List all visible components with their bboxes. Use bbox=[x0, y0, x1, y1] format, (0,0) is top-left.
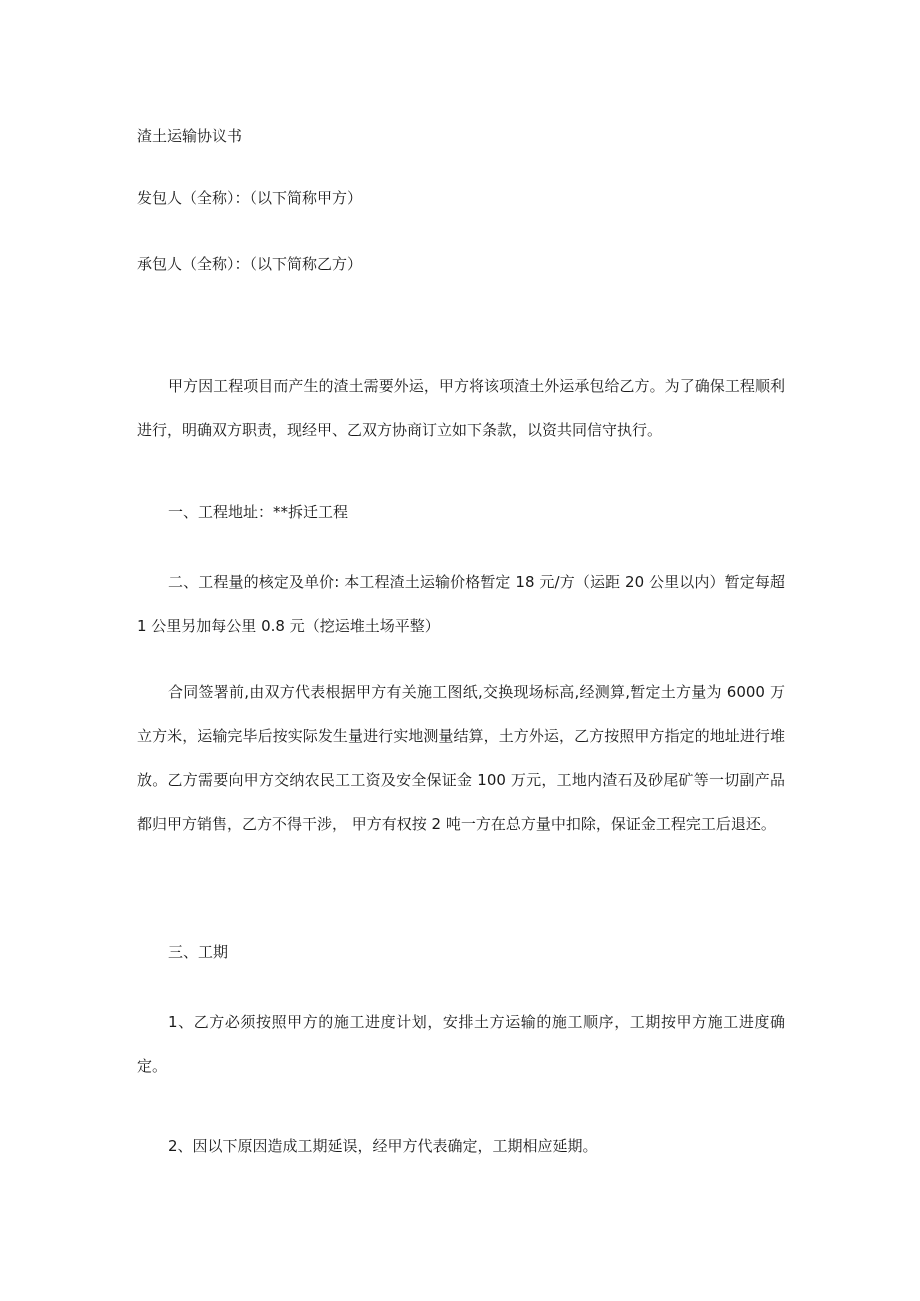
party-a-line: 发包人（全称）：（以下简称甲方） bbox=[137, 189, 363, 207]
section-2-paragraph: 二、工程量的核定及单价: 本工程渣土运输价格暂定 18 元/方（运距 20 公里以内）暂定每超 1 公里另加每公里 0.8 元（挖运堆土场平整） bbox=[137, 573, 785, 635]
contract-paragraph: 合同签署前,由双方代表根据甲方有关施工图纸,交换现场标高,经测算,暂定土方量为 6000 万立方米，运输完毕后按实际发生量进行实地测量结算，土方外运，乙方按照甲方指定的地址进行堆放。乙方需要向甲方交纳农民工工资及安全保证金 100 万元，工地内渣石及砂尾矿等一切副产品都归甲方销售，乙方不得干涉， 甲方有权按 2 吨一方在总方量中扣除，保证金工程完工后退还。 bbox=[137, 683, 785, 833]
document-title: 渣土运输协议书 bbox=[137, 127, 243, 145]
section-3-heading: 三、工期 bbox=[168, 943, 229, 961]
intro-paragraph: 甲方因工程项目而产生的渣土需要外运，甲方将该项渣土外运承包给乙方。为了确保工程顺利进行，明确双方职责，现经甲、乙双方协商订立如下条款，以资共同信守执行。 bbox=[137, 377, 785, 439]
item-1-paragraph: 1、乙方必须按照甲方的施工进度计划，安排土方运输的施工顺序，工期按甲方施工进度确定。 bbox=[137, 1013, 785, 1075]
section-1-heading: 一、工程地址：**拆迁工程 bbox=[168, 503, 349, 521]
party-b-line: 承包人（全称）：（以下简称乙方） bbox=[137, 255, 363, 273]
item-2-paragraph: 2、因以下原因造成工期延误，经甲方代表确定，工期相应延期。 bbox=[168, 1137, 598, 1155]
